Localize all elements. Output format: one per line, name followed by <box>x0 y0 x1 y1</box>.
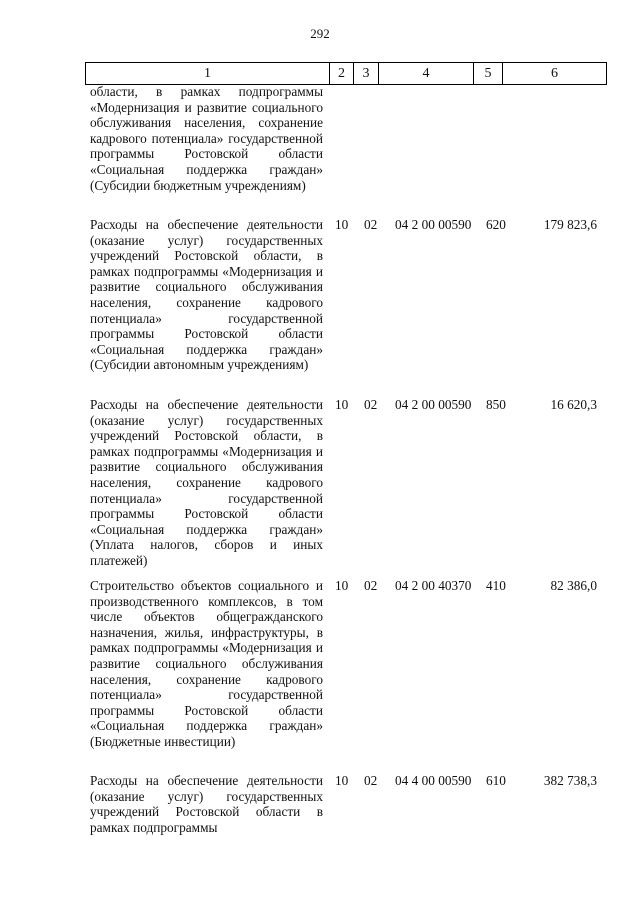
row-amount: 179 823,6 <box>543 217 597 232</box>
row-description: Расходы на обеспечение деятельности (оказание услуг) государственных учреждений Ростовской области, в рамках подпрограммы «Модернизация и развитие социального обслуживания населения, сохранение кадрового потенциала» государственной программы Ростовской области «Социальная поддержка граждан» (Субсидии автономным учреждениям) <box>90 217 323 373</box>
table-row <box>85 578 605 773</box>
row-subsection: 02 <box>364 773 378 788</box>
table-row <box>85 217 605 397</box>
budget-table-body <box>85 84 605 843</box>
row-subsection: 02 <box>364 578 378 593</box>
row-target-code: 04 4 00 00590 <box>395 773 472 788</box>
row-section: 10 <box>335 578 349 593</box>
column-header-3: 3 <box>354 63 379 85</box>
row-expense-type: 610 <box>486 773 506 788</box>
row-target-code: 04 2 00 00590 <box>395 397 472 412</box>
table-row <box>85 773 605 843</box>
row-expense-type: 410 <box>486 578 506 593</box>
column-header-1: 1 <box>86 63 330 85</box>
column-header-4: 4 <box>379 63 474 85</box>
row-subsection: 02 <box>364 217 378 232</box>
row-description: Расходы на обеспечение деятельности (оказание услуг) государственных учреждений Ростовской области в рамках подпрограммы <box>90 773 323 835</box>
column-header-row <box>86 63 607 85</box>
column-header-table <box>85 62 607 85</box>
row-description: области, в рамках подпрограммы «Модернизация и развитие социального обслуживания населения, сохранение кадрового потенциала» государственной программы Ростовской области «Социальная поддержка граждан» (Субсидии бюджетным учреждениям) <box>90 84 323 193</box>
column-header-2: 2 <box>330 63 354 85</box>
row-section: 10 <box>335 397 349 412</box>
row-target-code: 04 2 00 00590 <box>395 217 472 232</box>
row-subsection: 02 <box>364 397 378 412</box>
column-header-6: 6 <box>503 63 607 85</box>
table-row <box>85 84 605 217</box>
table-row <box>85 397 605 578</box>
row-amount: 82 386,0 <box>550 578 597 593</box>
row-description: Строительство объектов социального и производственного комплексов, в том числе объектов общегражданского назначения, жилья, инфраструктуры, в рамках подпрограммы «Модернизация и развитие социального обслуживания населения, сохранение кадрового потенциала» государственной программы Ростовской области «Социальная поддержка граждан» (Бюджетные инвестиции) <box>90 578 323 749</box>
row-section: 10 <box>335 773 349 788</box>
row-target-code: 04 2 00 40370 <box>395 578 472 593</box>
row-description: Расходы на обеспечение деятельности (оказание услуг) государственных учреждений Ростовской области, в рамках подпрограммы «Модернизация и развитие социального обслуживания населения, сохранение кадрового потенциала» государственной программы Ростовской области «Социальная поддержка граждан» (Уплата налогов, сборов и иных платежей) <box>90 397 323 568</box>
row-section: 10 <box>335 217 349 232</box>
row-expense-type: 620 <box>486 217 506 232</box>
column-header-5: 5 <box>474 63 503 85</box>
row-amount: 16 620,3 <box>550 397 597 412</box>
row-amount: 382 738,3 <box>543 773 597 788</box>
row-expense-type: 850 <box>486 397 506 412</box>
page-number: 292 <box>310 26 330 41</box>
